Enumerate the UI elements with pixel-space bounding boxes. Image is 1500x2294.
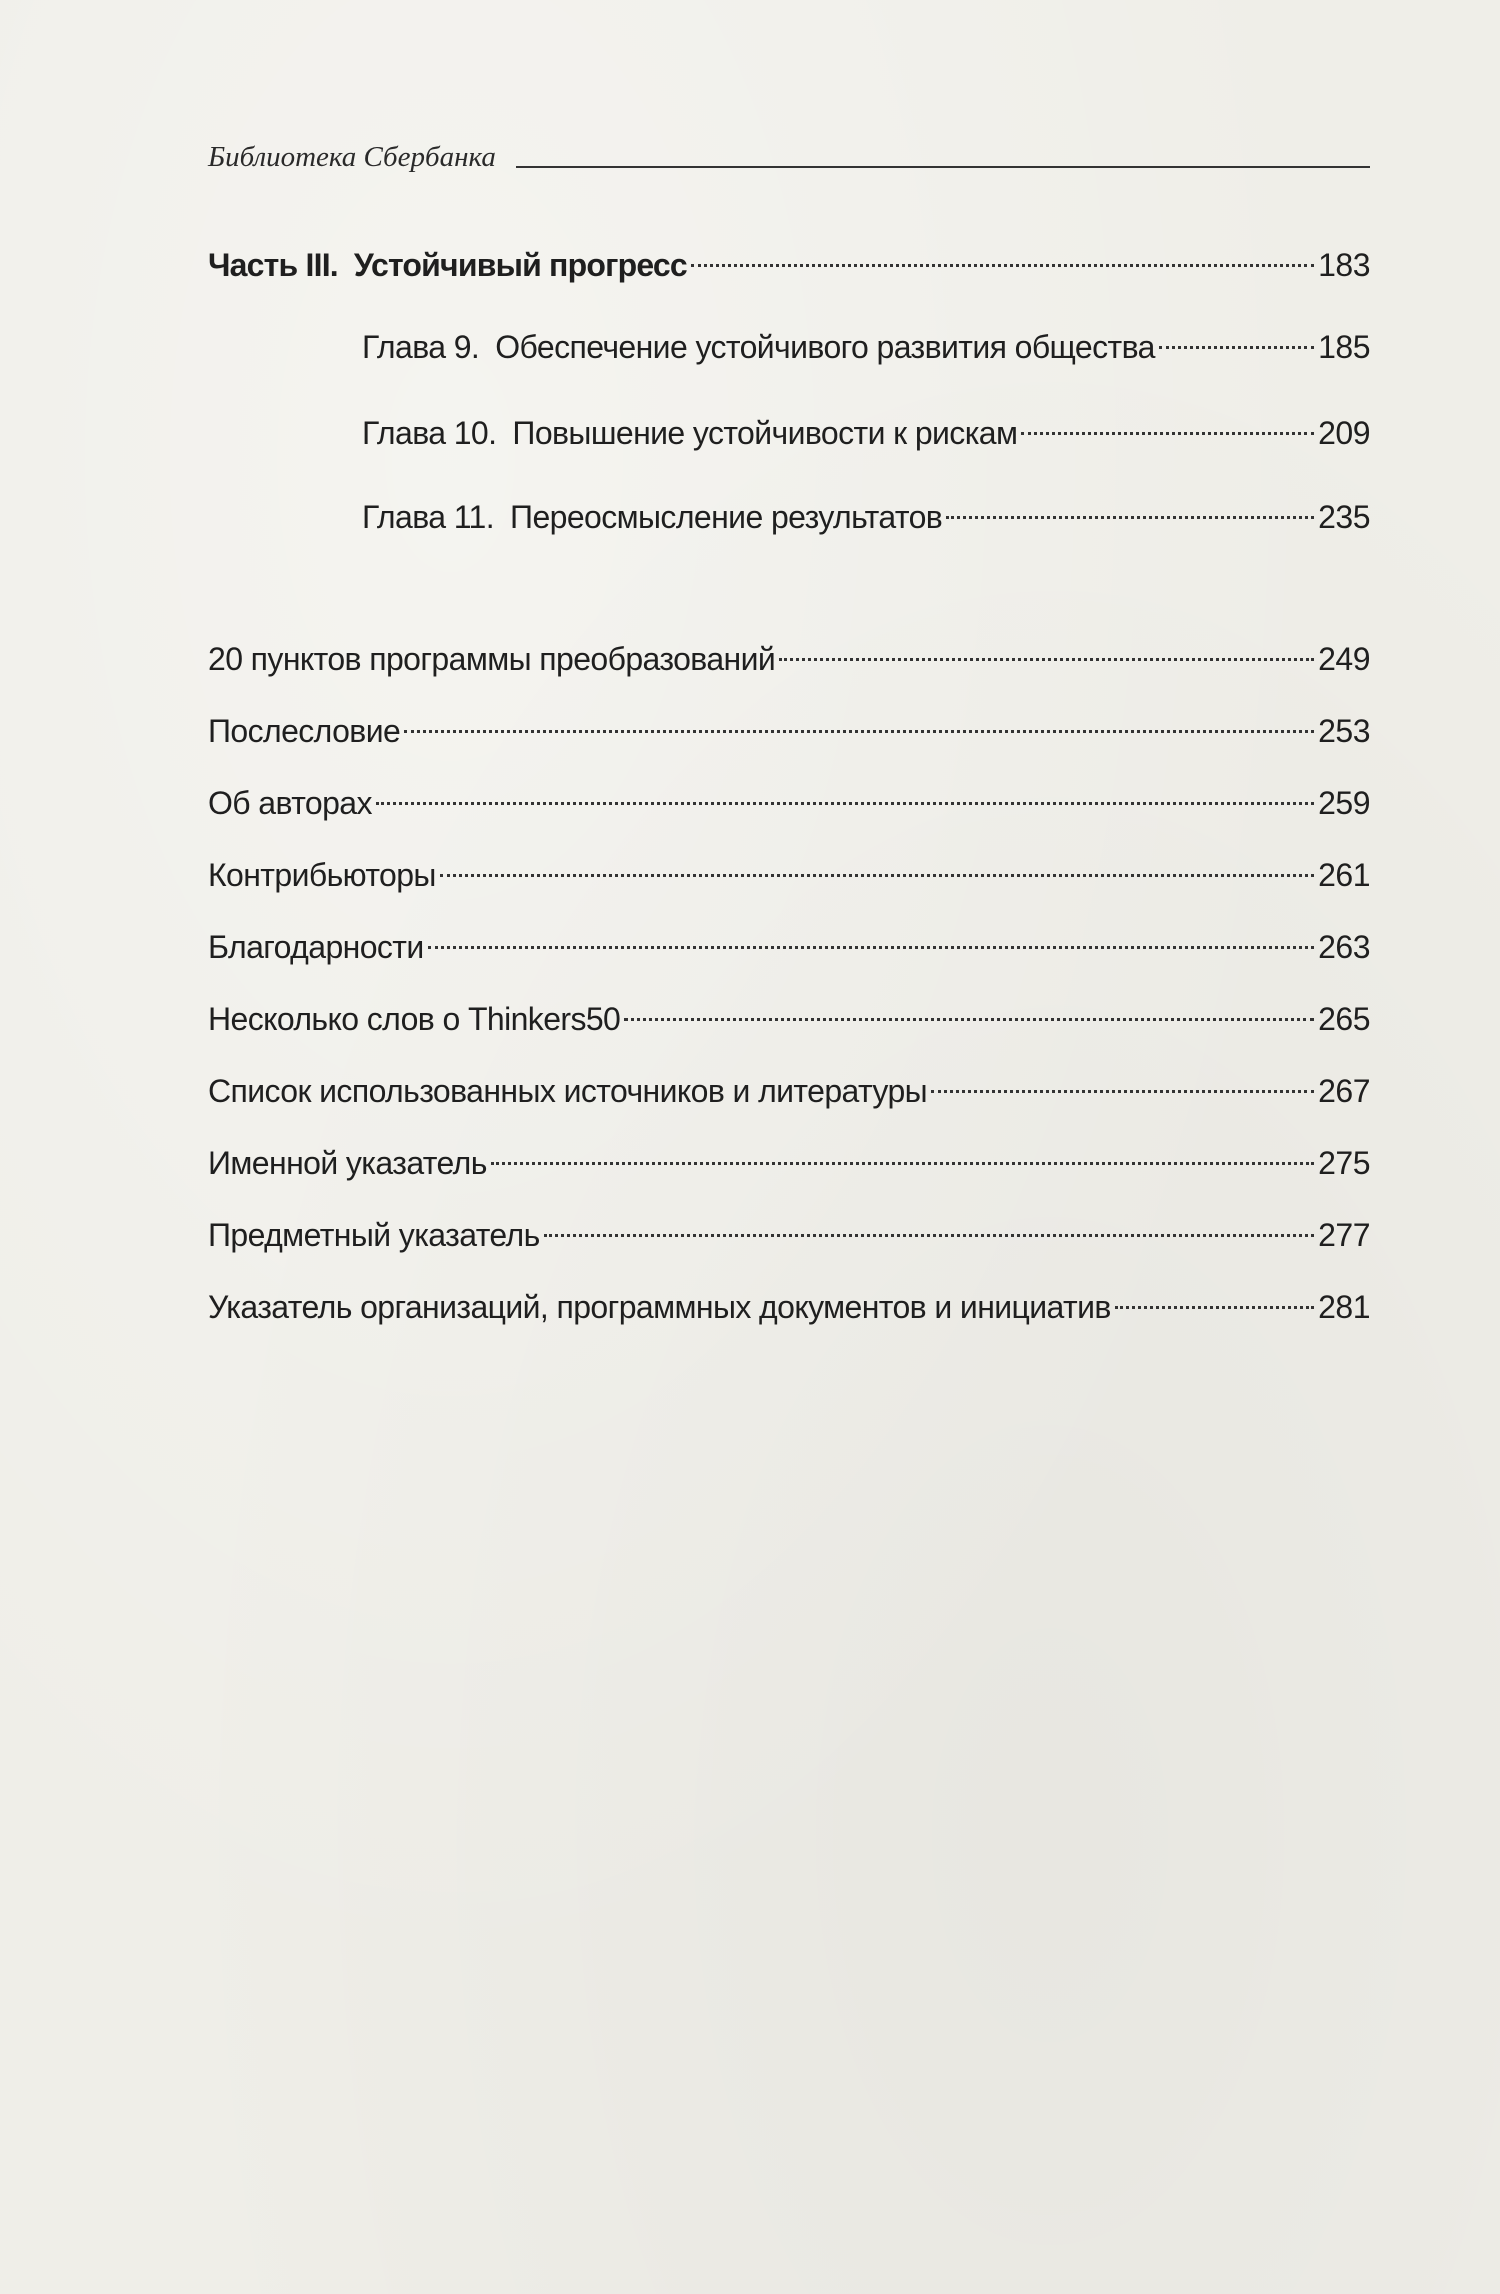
toc-entry-page: 249: [1318, 641, 1370, 677]
toc-entry-title: Переосмысление результатов: [510, 499, 943, 535]
dot-leader: [491, 1134, 1314, 1174]
toc-entry-page: 185: [1318, 329, 1370, 365]
toc-entry-page: 183: [1318, 247, 1370, 283]
toc-entry-title: Предметный указатель: [208, 1217, 540, 1253]
dot-leader: [779, 630, 1314, 670]
toc-entry-organization-index[interactable]: [208, 1278, 1370, 1325]
toc-entry-title: Устойчивый прогресс: [353, 247, 687, 283]
dot-leader: [1021, 404, 1314, 444]
toc-entry-title: Список использованных источников и литературы: [208, 1073, 928, 1109]
dot-leader: [428, 918, 1314, 958]
running-header-title: Библиотека Сбербанка: [208, 141, 496, 173]
toc-entry-number: Часть III.: [208, 247, 338, 283]
toc-entry-page: 265: [1318, 1001, 1370, 1037]
toc-entry-references[interactable]: [208, 1062, 1370, 1109]
toc-entry-title: Именной указатель: [208, 1145, 487, 1181]
toc-entry-page: 235: [1318, 499, 1370, 535]
toc-entry-number: Глава 10.: [362, 415, 497, 451]
toc-entry-chapter-9[interactable]: [362, 318, 1370, 365]
toc-entry-acknowledgements[interactable]: [208, 918, 1370, 965]
toc-entry-page: 275: [1318, 1145, 1370, 1181]
toc-entry-page: 263: [1318, 929, 1370, 965]
toc-entry-title: Обеспечение устойчивого развития общества: [495, 329, 1155, 365]
toc-entry-number: Глава 9.: [362, 329, 480, 365]
toc-entry-title: Указатель организаций, программных документов и инициатив: [208, 1289, 1111, 1325]
toc-entry-contributors[interactable]: [208, 846, 1370, 893]
toc-entry-page: 277: [1318, 1217, 1370, 1253]
toc-entry-afterword[interactable]: [208, 702, 1370, 749]
toc-entry-page: 209: [1318, 415, 1370, 451]
toc-entry-page: 253: [1318, 713, 1370, 749]
toc-entry-title: Несколько слов о Thinkers50: [208, 1001, 621, 1037]
toc-entry-chapter-10[interactable]: [362, 404, 1370, 451]
toc-entry-title: Контрибьюторы: [208, 857, 436, 893]
toc-entry-title: 20 пунктов программы преобразований: [208, 641, 776, 677]
toc-entry-title: Благодарности: [208, 929, 424, 965]
toc-entry-page: 281: [1318, 1289, 1370, 1325]
toc-entry-title: Об авторах: [208, 785, 372, 821]
toc-entry-title: Послесловие: [208, 713, 401, 749]
toc-entry-program-points[interactable]: [208, 630, 1370, 677]
dot-leader: [404, 702, 1314, 742]
toc-entry-number: Глава 11.: [362, 499, 495, 535]
dot-leader: [440, 846, 1314, 886]
dot-leader: [544, 1206, 1314, 1246]
toc-entry-chapter-11[interactable]: [362, 488, 1370, 535]
running-header: [208, 132, 1370, 172]
toc-entry-about-authors[interactable]: [208, 774, 1370, 821]
dot-leader: [624, 990, 1314, 1030]
dot-leader: [1115, 1278, 1314, 1318]
toc-entry-name-index[interactable]: [208, 1134, 1370, 1181]
toc-entry-page: 267: [1318, 1073, 1370, 1109]
toc-entry-subject-index[interactable]: [208, 1206, 1370, 1253]
dot-leader: [1159, 318, 1314, 358]
dot-leader: [376, 774, 1314, 814]
toc-entry-part-3[interactable]: [208, 236, 1370, 283]
header-rule: [516, 166, 1370, 168]
dot-leader: [946, 488, 1314, 528]
toc-entry-page: 261: [1318, 857, 1370, 893]
toc-entry-page: 259: [1318, 785, 1370, 821]
toc-entry-thinkers50[interactable]: [208, 990, 1370, 1037]
dot-leader: [691, 236, 1314, 276]
toc-entry-title: Повышение устойчивости к рискам: [512, 415, 1018, 451]
dot-leader: [931, 1062, 1314, 1102]
